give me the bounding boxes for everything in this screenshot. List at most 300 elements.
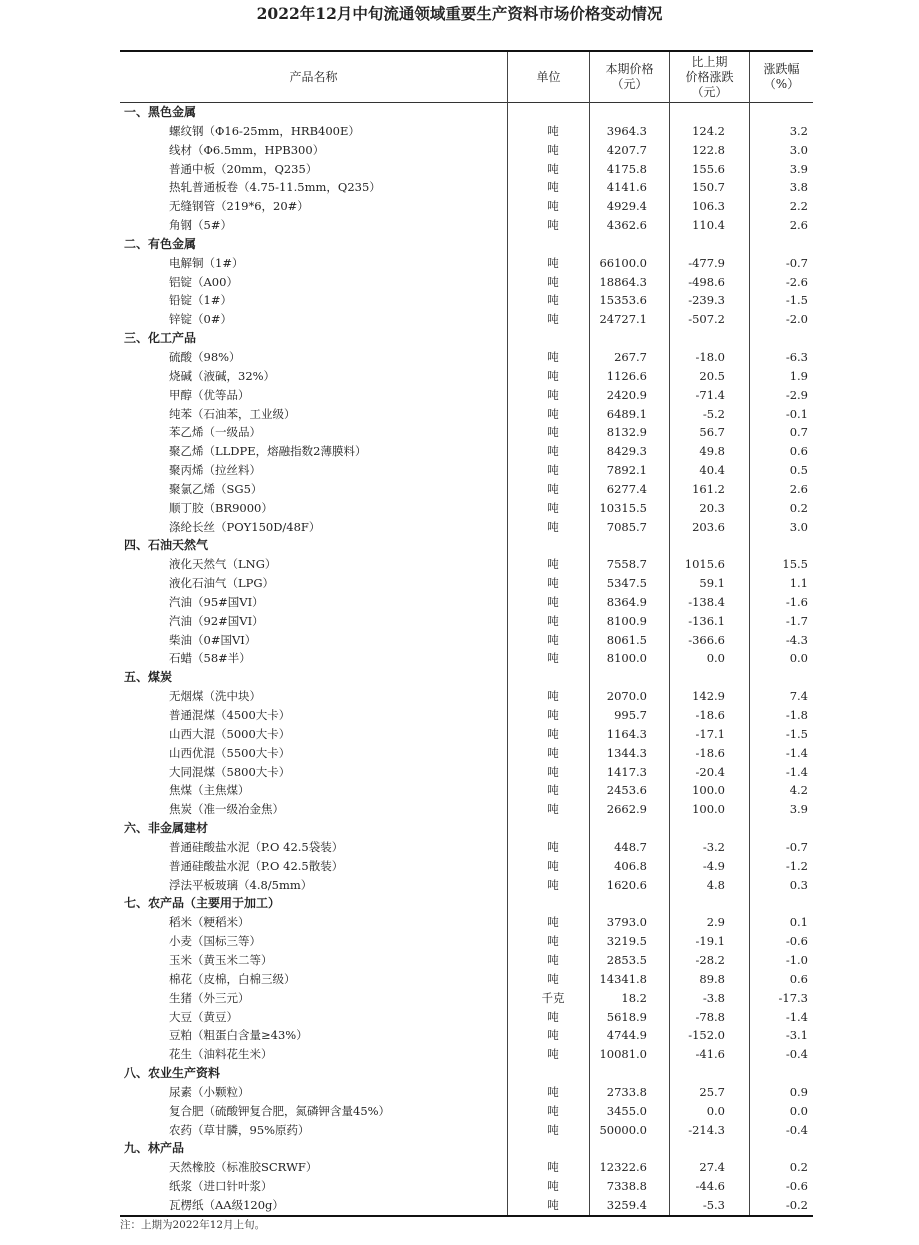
cell-unit: 吨 xyxy=(547,613,559,628)
page-title: 2022年12月中旬流通领域重要生产资料市场价格变动情况 xyxy=(256,4,663,23)
cell-price: 1344.3 xyxy=(606,745,647,760)
cell-unit: 吨 xyxy=(547,745,559,760)
cell-pct: 1.9 xyxy=(789,368,808,383)
cell-price: 1126.6 xyxy=(606,368,647,383)
table-row xyxy=(120,1008,813,1027)
table-row xyxy=(120,1158,813,1177)
cell-price: 8429.3 xyxy=(606,444,647,459)
table-row xyxy=(120,593,813,612)
cell-name: 纸浆（进口针叶浆） xyxy=(169,1179,273,1194)
price-table xyxy=(120,50,813,1217)
cell-name: 聚氯乙烯（SG5） xyxy=(169,481,263,496)
cell-unit: 吨 xyxy=(547,425,559,440)
cell-pct: -0.4 xyxy=(785,1122,808,1137)
cell-name: 玉米（黄玉米二等） xyxy=(169,952,273,967)
cell-unit: 吨 xyxy=(547,444,559,459)
table-row xyxy=(120,838,813,857)
table-row xyxy=(120,499,813,518)
cell-change: -3.2 xyxy=(702,839,725,854)
cell-pct: 3.2 xyxy=(789,123,808,138)
cell-unit: 吨 xyxy=(547,368,559,383)
table-row xyxy=(120,348,813,367)
cell-change: 20.3 xyxy=(699,500,725,515)
cell-change: -138.4 xyxy=(688,594,725,609)
cell-unit: 吨 xyxy=(547,971,559,986)
cell-unit: 吨 xyxy=(547,1047,559,1062)
cell-change: 89.8 xyxy=(699,971,725,986)
cell-change: -71.4 xyxy=(695,387,725,402)
column-divider xyxy=(749,52,750,1215)
cell-unit: 吨 xyxy=(547,161,559,176)
cell-price: 10315.5 xyxy=(599,500,647,515)
cell-unit: 吨 xyxy=(547,952,559,967)
cell-change: 110.4 xyxy=(692,218,725,233)
table-row xyxy=(120,781,813,800)
footnote: 注：上期为2022年12月上旬。 xyxy=(120,1219,266,1231)
cell-unit: 吨 xyxy=(547,651,559,666)
table-row xyxy=(120,1196,813,1215)
cell-pct: 2.6 xyxy=(789,218,808,233)
cell-change: -78.8 xyxy=(695,1009,725,1024)
cell-price: 4744.9 xyxy=(606,1028,647,1043)
table-row xyxy=(120,555,813,574)
category-name: 七、农产品（主要用于加工） xyxy=(124,896,281,911)
cell-price: 1620.6 xyxy=(606,877,647,892)
cell-change: 20.5 xyxy=(699,368,725,383)
cell-unit: 吨 xyxy=(547,312,559,327)
header-pct: 涨跌幅（%） xyxy=(763,62,800,91)
cell-name: 石蜡（58#半） xyxy=(169,651,251,666)
cell-pct: 0.7 xyxy=(789,425,808,440)
cell-unit: 吨 xyxy=(547,387,559,402)
table-row xyxy=(120,1121,813,1140)
cell-name: 汽油（92#国VI） xyxy=(169,613,264,628)
cell-pct: -1.2 xyxy=(785,858,808,873)
cell-name: 螺纹钢（Φ16-25mm，HRB400E） xyxy=(169,123,360,138)
cell-name: 尿素（小颗粒） xyxy=(169,1084,250,1099)
cell-price: 7085.7 xyxy=(606,519,647,534)
category-name: 二、有色金属 xyxy=(124,236,197,251)
cell-price: 8100.9 xyxy=(606,613,647,628)
category-name: 九、林产品 xyxy=(124,1141,185,1156)
cell-change: 49.8 xyxy=(699,444,725,459)
cell-change: 155.6 xyxy=(692,161,725,176)
cell-unit: 吨 xyxy=(547,123,559,138)
cell-name: 豆粕（粗蛋白含量≥43%） xyxy=(169,1028,308,1043)
cell-name: 小麦（国标三等） xyxy=(169,934,261,949)
cell-price: 3455.0 xyxy=(606,1103,647,1118)
category-name: 五、煤炭 xyxy=(124,670,173,685)
cell-unit: 吨 xyxy=(547,594,559,609)
cell-unit: 吨 xyxy=(547,218,559,233)
table-row xyxy=(120,857,813,876)
cell-price: 4929.4 xyxy=(606,199,647,214)
cell-name: 稻米（粳稻米） xyxy=(169,915,250,930)
cell-price: 4207.7 xyxy=(606,142,647,157)
table-row xyxy=(120,1083,813,1102)
cell-price: 8100.0 xyxy=(606,651,647,666)
cell-pct: 2.6 xyxy=(789,481,808,496)
cell-name: 锌锭（0#） xyxy=(169,312,232,327)
cell-pct: -1.5 xyxy=(785,726,808,741)
cell-change: 2.9 xyxy=(706,915,725,930)
cell-pct: 0.5 xyxy=(789,463,808,478)
cell-price: 8061.5 xyxy=(606,632,647,647)
cell-change: -214.3 xyxy=(688,1122,725,1137)
cell-change: -4.9 xyxy=(702,858,725,873)
table-row xyxy=(120,141,813,160)
cell-price: 3964.3 xyxy=(606,123,647,138)
category-row xyxy=(120,103,813,122)
cell-name: 汽油（95#国VI） xyxy=(169,594,264,609)
cell-price: 2662.9 xyxy=(606,802,647,817)
cell-price: 4175.8 xyxy=(606,161,647,176)
table-row xyxy=(120,386,813,405)
cell-pct: 0.6 xyxy=(789,971,808,986)
table-header xyxy=(120,52,813,103)
cell-pct: 0.6 xyxy=(789,444,808,459)
table-row xyxy=(120,706,813,725)
table-row xyxy=(120,744,813,763)
cell-price: 2070.0 xyxy=(606,689,647,704)
cell-pct: 3.9 xyxy=(789,161,808,176)
cell-name: 铅锭（1#） xyxy=(169,293,232,308)
cell-pct: 0.1 xyxy=(789,915,808,930)
cell-name: 甲醇（优等品） xyxy=(169,387,250,402)
cell-name: 普通混煤（4500大卡） xyxy=(169,708,291,722)
cell-price: 4362.6 xyxy=(606,218,647,233)
cell-change: -477.9 xyxy=(688,255,725,270)
cell-unit: 吨 xyxy=(547,557,559,572)
cell-name: 棉花（皮棉，白棉三级） xyxy=(169,971,296,986)
cell-change: -28.2 xyxy=(695,952,725,967)
cell-pct: 3.8 xyxy=(789,180,808,195)
cell-unit: 千克 xyxy=(541,990,565,1005)
cell-name: 烧碱（液碱，32%） xyxy=(169,368,276,383)
cell-name: 液化天然气（LNG） xyxy=(169,557,277,572)
cell-name: 苯乙烯（一级品） xyxy=(169,425,261,440)
cell-unit: 吨 xyxy=(547,500,559,515)
cell-unit: 吨 xyxy=(547,481,559,496)
table-row xyxy=(120,291,813,310)
cell-price: 995.7 xyxy=(614,708,647,722)
cell-name: 山西优混（5500大卡） xyxy=(169,745,291,760)
table-row xyxy=(120,1045,813,1064)
cell-change: -507.2 xyxy=(688,312,725,327)
cell-price: 8364.9 xyxy=(606,594,647,609)
cell-pct: 3.9 xyxy=(789,802,808,817)
cell-change: -152.0 xyxy=(688,1028,725,1043)
cell-pct: -1.6 xyxy=(785,594,808,609)
cell-change: 56.7 xyxy=(699,425,725,440)
cell-price: 7892.1 xyxy=(606,463,647,478)
cell-change: 203.6 xyxy=(692,519,725,534)
cell-unit: 吨 xyxy=(547,519,559,534)
cell-name: 普通硅酸盐水泥（P.O 42.5袋装） xyxy=(169,839,344,854)
table-row xyxy=(120,216,813,235)
cell-name: 普通硅酸盐水泥（P.O 42.5散装） xyxy=(169,858,344,873)
cell-unit: 吨 xyxy=(547,934,559,949)
cell-unit: 吨 xyxy=(547,180,559,195)
cell-unit: 吨 xyxy=(547,1028,559,1043)
cell-price: 5347.5 xyxy=(606,576,647,591)
cell-price: 18864.3 xyxy=(599,274,647,289)
cell-pct: 4.2 xyxy=(789,783,808,798)
cell-price: 66100.0 xyxy=(599,255,647,270)
cell-price: 2853.5 xyxy=(606,952,647,967)
table-row xyxy=(120,612,813,631)
table-row xyxy=(120,574,813,593)
cell-change: -18.6 xyxy=(695,708,725,722)
table-row xyxy=(120,442,813,461)
cell-name: 聚丙烯（拉丝料） xyxy=(169,463,261,478)
cell-pct: 0.3 xyxy=(789,877,808,892)
cell-price: 10081.0 xyxy=(599,1047,647,1062)
cell-price: 2453.6 xyxy=(606,783,647,798)
cell-name: 顺丁胶（BR9000） xyxy=(169,500,273,515)
cell-unit: 吨 xyxy=(547,915,559,930)
cell-change: 0.0 xyxy=(706,1103,725,1118)
cell-unit: 吨 xyxy=(547,1179,559,1194)
cell-name: 硫酸（98%） xyxy=(169,349,241,364)
cell-pct: 0.0 xyxy=(789,651,808,666)
cell-price: 7558.7 xyxy=(606,557,647,572)
cell-change: -5.3 xyxy=(702,1197,725,1212)
table-row xyxy=(120,1177,813,1196)
cell-unit: 吨 xyxy=(547,463,559,478)
table-row xyxy=(120,649,813,668)
cell-change: 142.9 xyxy=(692,689,725,704)
cell-unit: 吨 xyxy=(547,1103,559,1118)
table-row xyxy=(120,160,813,179)
cell-price: 5618.9 xyxy=(606,1009,647,1024)
cell-change: -136.1 xyxy=(688,613,725,628)
cell-change: 4.8 xyxy=(706,877,725,892)
category-name: 六、非金属建材 xyxy=(124,821,209,836)
category-row xyxy=(120,329,813,348)
cell-change: -18.0 xyxy=(695,349,725,364)
cell-pct: -3.1 xyxy=(785,1028,808,1043)
cell-price: 4141.6 xyxy=(606,180,647,195)
cell-change: -18.6 xyxy=(695,745,725,760)
cell-unit: 吨 xyxy=(547,406,559,421)
cell-price: 15353.6 xyxy=(599,293,647,308)
cell-name: 铝锭（A00） xyxy=(169,274,238,289)
cell-price: 267.7 xyxy=(614,349,647,364)
cell-name: 热轧普通板卷（4.75-11.5mm，Q235） xyxy=(169,180,381,195)
category-row xyxy=(120,1064,813,1083)
table-row xyxy=(120,876,813,895)
table-row xyxy=(120,989,813,1008)
cell-pct: -1.4 xyxy=(785,764,808,779)
cell-pct: -4.3 xyxy=(785,632,808,647)
cell-change: 122.8 xyxy=(692,142,725,157)
cell-name: 电解铜（1#） xyxy=(169,255,244,270)
cell-pct: -17.3 xyxy=(778,990,808,1005)
cell-unit: 吨 xyxy=(547,1122,559,1137)
cell-name: 焦煤（主焦煤） xyxy=(169,783,250,798)
table-body xyxy=(120,103,813,1215)
cell-change: -366.6 xyxy=(688,632,725,647)
cell-pct: -1.5 xyxy=(785,293,808,308)
cell-change: 124.2 xyxy=(692,123,725,138)
category-name: 一、黑色金属 xyxy=(124,105,197,119)
cell-price: 2420.9 xyxy=(606,387,647,402)
cell-pct: -0.7 xyxy=(785,255,808,270)
cell-pct: 0.2 xyxy=(789,500,808,515)
column-divider xyxy=(507,52,508,1215)
cell-pct: -1.4 xyxy=(785,1009,808,1024)
cell-change: 100.0 xyxy=(692,802,725,817)
table-row xyxy=(120,687,813,706)
category-row xyxy=(120,1139,813,1158)
cell-name: 聚乙烯（LLDPE，熔融指数2薄膜料） xyxy=(169,444,367,459)
cell-price: 14341.8 xyxy=(599,971,647,986)
cell-price: 50000.0 xyxy=(599,1122,647,1137)
cell-pct: -2.6 xyxy=(785,274,808,289)
cell-unit: 吨 xyxy=(547,1197,559,1212)
cell-price: 3793.0 xyxy=(606,915,647,930)
cell-pct: -6.3 xyxy=(785,349,808,364)
cell-change: -3.8 xyxy=(702,990,725,1005)
cell-unit: 吨 xyxy=(547,802,559,817)
category-row xyxy=(120,235,813,254)
cell-change: 100.0 xyxy=(692,783,725,798)
cell-change: -498.6 xyxy=(688,274,725,289)
category-name: 四、石油天然气 xyxy=(124,538,209,553)
cell-unit: 吨 xyxy=(547,293,559,308)
table-row xyxy=(120,461,813,480)
cell-pct: -2.9 xyxy=(785,387,808,402)
cell-unit: 吨 xyxy=(547,632,559,647)
cell-pct: -0.1 xyxy=(785,406,808,421)
cell-name: 农药（草甘膦，95%原药） xyxy=(169,1122,310,1137)
cell-unit: 吨 xyxy=(547,255,559,270)
cell-price: 448.7 xyxy=(614,839,647,854)
cell-unit: 吨 xyxy=(547,877,559,892)
category-row xyxy=(120,819,813,838)
cell-price: 7338.8 xyxy=(606,1179,647,1194)
cell-unit: 吨 xyxy=(547,349,559,364)
cell-unit: 吨 xyxy=(547,839,559,854)
header-change: 比上期 价格涨跌 （元） xyxy=(685,54,734,99)
cell-pct: 0.0 xyxy=(789,1103,808,1118)
cell-price: 24727.1 xyxy=(599,312,647,327)
cell-price: 8132.9 xyxy=(606,425,647,440)
table-row xyxy=(120,951,813,970)
category-row xyxy=(120,668,813,687)
table-row xyxy=(120,367,813,386)
header-name: 产品名称 xyxy=(289,69,338,84)
cell-name: 涤纶长丝（POY150D/48F） xyxy=(169,519,321,534)
table-row xyxy=(120,725,813,744)
cell-name: 普通中板（20mm，Q235） xyxy=(169,161,318,176)
cell-pct: 2.2 xyxy=(789,199,808,214)
cell-change: 0.0 xyxy=(706,651,725,666)
cell-name: 无缝钢管（219*6，20#） xyxy=(169,199,309,214)
table-row xyxy=(120,480,813,499)
table-row xyxy=(120,913,813,932)
table-row xyxy=(120,970,813,989)
cell-change: -41.6 xyxy=(695,1047,725,1062)
cell-unit: 吨 xyxy=(547,689,559,704)
cell-pct: -1.4 xyxy=(785,745,808,760)
cell-change: 1015.6 xyxy=(684,557,725,572)
cell-name: 线材（Φ6.5mm，HPB300） xyxy=(169,142,325,157)
cell-name: 复合肥（硫酸钾复合肥，氮磷钾含量45%） xyxy=(169,1103,391,1118)
table-row xyxy=(120,1026,813,1045)
cell-name: 瓦楞纸（AA级120g） xyxy=(169,1197,284,1212)
cell-name: 生猪（外三元） xyxy=(169,990,250,1005)
category-row xyxy=(120,894,813,913)
cell-change: -20.4 xyxy=(695,764,725,779)
cell-unit: 吨 xyxy=(547,274,559,289)
cell-pct: -0.6 xyxy=(785,1179,808,1194)
cell-change: 161.2 xyxy=(692,481,725,496)
cell-name: 纯苯（石油苯，工业级） xyxy=(169,406,296,421)
cell-pct: -1.8 xyxy=(785,708,808,722)
cell-change: -44.6 xyxy=(695,1179,725,1194)
cell-name: 山西大混（5000大卡） xyxy=(169,726,291,741)
cell-pct: 15.5 xyxy=(782,557,808,572)
cell-pct: -1.7 xyxy=(785,613,808,628)
cell-name: 花生（油料花生米） xyxy=(169,1047,273,1062)
cell-name: 无烟煤（洗中块） xyxy=(169,689,261,704)
cell-pct: -0.6 xyxy=(785,934,808,949)
cell-name: 角钢（5#） xyxy=(169,218,232,233)
cell-pct: 3.0 xyxy=(789,519,808,534)
cell-name: 浮法平板玻璃（4.8/5mm） xyxy=(169,877,313,892)
column-divider xyxy=(669,52,670,1215)
table-row xyxy=(120,122,813,141)
cell-pct: -2.0 xyxy=(785,312,808,327)
header-unit: 单位 xyxy=(536,69,561,84)
cell-pct: 7.4 xyxy=(789,689,808,704)
cell-unit: 吨 xyxy=(547,142,559,157)
table-row xyxy=(120,800,813,819)
table-row xyxy=(120,273,813,292)
cell-change: 40.4 xyxy=(699,463,725,478)
cell-pct: -0.2 xyxy=(785,1197,808,1212)
cell-unit: 吨 xyxy=(547,1084,559,1099)
table-row xyxy=(120,310,813,329)
cell-unit: 吨 xyxy=(547,764,559,779)
cell-price: 3219.5 xyxy=(606,934,647,949)
cell-change: 25.7 xyxy=(699,1084,725,1099)
table-row xyxy=(120,631,813,650)
cell-unit: 吨 xyxy=(547,783,559,798)
cell-pct: 3.0 xyxy=(789,142,808,157)
cell-unit: 吨 xyxy=(547,1009,559,1024)
cell-change: 59.1 xyxy=(699,576,725,591)
table-row xyxy=(120,1102,813,1121)
cell-change: 27.4 xyxy=(699,1160,725,1175)
cell-change: 150.7 xyxy=(692,180,725,195)
cell-change: -239.3 xyxy=(688,293,725,308)
cell-name: 焦炭（准一级冶金焦） xyxy=(169,802,284,817)
cell-change: 106.3 xyxy=(692,199,725,214)
cell-name: 液化石油气（LPG） xyxy=(169,576,275,591)
category-name: 八、农业生产资料 xyxy=(124,1066,221,1081)
category-row xyxy=(120,536,813,555)
table-row xyxy=(120,423,813,442)
cell-pct: 0.9 xyxy=(789,1084,808,1099)
cell-pct: 1.1 xyxy=(789,576,808,591)
cell-price: 1417.3 xyxy=(606,764,647,779)
cell-price: 406.8 xyxy=(614,858,647,873)
cell-pct: -0.4 xyxy=(785,1047,808,1062)
cell-unit: 吨 xyxy=(547,576,559,591)
